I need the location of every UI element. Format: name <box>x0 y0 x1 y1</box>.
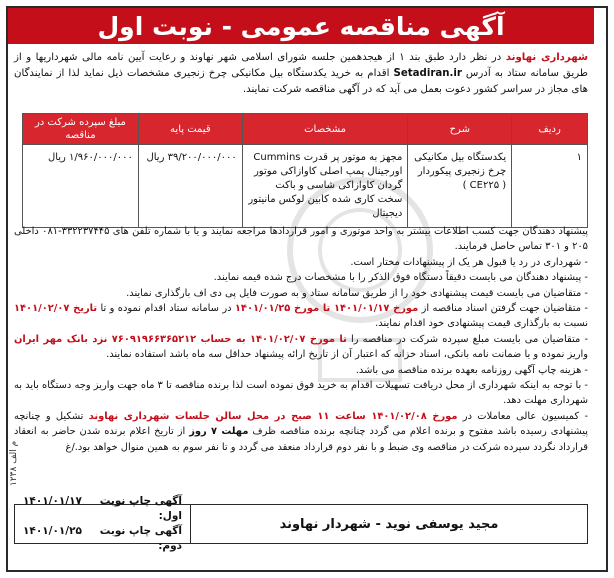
condition-commission: - کمیسیون عالی معاملات در مورخ ۱۴۰۱/۰۲/۰۸ ساعت ۱۱ صبح در محل سالن جلسات شهرداری نهاوند تشکیل و چنانچه پیشنهادی رسیده باشد مفتوح و برنده اعلام می گردد چنانچه برنده مناقصه ظرف مهلت ۷ روز از تاریخ اعلام برنده شدن حاضر به انعقاد قرارداد نگردد سپرده شرکت در مناقصه وی ضبط و با نفر دوم قرارداد منعقد می گردد و تا نفر سوم به همین منوال خواهد بود./غ <box>14 410 589 453</box>
publish-date-first <box>23 494 182 524</box>
header-deposit: مبلغ سپرده شرکت در مناقصه <box>23 114 139 145</box>
condition-deposit: - متقاضیان می بایست مبلغ سپرده شرکت در مناقصه را تا مورخ ۱۴۰۱/۰۲/۰۷ به حساب ۷۶۰۹۱۹۶۶۳۶۵۲۱۲ نزد بانک مهر ایران واریز نموده و یا ضمانت نامه بانکی، اسناد خزانه که اعتبار آن از تاریخ ارائه پیشنهاد حداقل سه ماه باشد استفاده نمایند. <box>14 333 589 361</box>
intro-paragraph <box>14 50 588 98</box>
cell-row-no: ۱ <box>512 145 588 228</box>
table-row <box>23 145 588 228</box>
publish-date-second <box>23 524 182 554</box>
header-base-price: قیمت پایه <box>138 114 242 145</box>
condition-upload: - متقاضیان می بایست قیمت پیشنهادی خود را از طریق سامانه ستاد و به صورت فایل پی دی اف بارگذاری نمایند. <box>126 287 588 299</box>
table-header-row <box>23 114 588 145</box>
cell-specs: مجهز به موتور پر قدرت Cummins اورجینال پمپ اصلی کاوازاکی موتور گردان کاوازاکی شاسی و باکت سخت کاری شده کابین لوکس مانیتور دیجیتال <box>242 145 408 228</box>
cell-deposit: ۱/۹۶۰/۰۰۰/۰۰۰ ریال <box>23 145 139 228</box>
condition-payment-delay: - با توجه به اینکه شهرداری از محل دریافت تسهیلات اقدام به خرید فوق نموده است لذا برنده مناقصه تا ۳ ماه جهت واریز وجه دستگاه باید به شهرداری مهلت دهد. <box>14 380 588 407</box>
header-specs: مشخصات <box>242 114 408 145</box>
date1-value: ۱۴۰۱/۰۱/۱۷ <box>23 495 82 507</box>
organization-name: شهرداری نهاوند <box>505 52 588 63</box>
date2-value: ۱۴۰۱/۰۱/۲۵ <box>23 525 82 537</box>
cell-base-price: ۳۹/۲۰۰/۰۰۰/۰۰۰ ریال <box>138 145 242 228</box>
footer <box>14 495 588 552</box>
intro-text-2: اقدام به خرید یکدستگاه بیل مکانیکی چرخ زنجیری مشخصات ذیل نماید لذا از نمایندگان های مجاز در سراسر کشور دعوت بعمل می آید که در آگهی مناقصه شرکت نمایند. <box>14 68 588 95</box>
publish-dates <box>15 495 191 552</box>
header-description: شرح <box>408 114 512 145</box>
condition-rejection: - شهرداری در رد یا قبول هر یک از پیشنهادات مختار است. <box>350 256 588 268</box>
date1-label: آگهی چاپ نوبت اول: <box>99 495 182 522</box>
date2-label: آگهی چاپ نوبت دوم: <box>99 525 182 552</box>
tender-table <box>22 113 588 228</box>
condition-contact: پیشنهاد دهندگان جهت کسب اطلاعات بیشتر به واحد موتوری و امور قراردادها مراجعه نمایند و یا با شماره تلفن های ۳۳۲۲۳۷۴۴۵-۰۸۱ داخلی ۲۰۵ و ۳۰۱ تماس حاصل فرمایند. <box>14 226 588 253</box>
notice-title: آگهی مناقصه عمومی - نوبت اول <box>8 8 594 44</box>
notice-code: م الف ۱۲۳۸ <box>9 440 19 486</box>
condition-documents: - متقاضیان جهت گرفتن اسناد مناقصه از مورخ ۱۴۰۱/۰۱/۱۷ تا مورخ ۱۴۰۱/۰۱/۲۵ در سامانه ستاد اقدام نموده و تا تاریخ ۱۴۰۱/۰۲/۰۷ نسبت به بارگذاری قیمت پیشنهادی خود اقدام نمایند. <box>14 303 588 330</box>
condition-ad-cost: - هزینه چاپ آگهی روزنامه بعهده برنده مناقصه می باشد. <box>355 364 588 376</box>
mayor-signature: مجید یوسفی نوید - شهردار نهاوند <box>279 516 499 532</box>
condition-specs: - پیشنهاد دهندگان می بایست دقیقاً دستگاه فوق الذکر را با مشخصات درج شده قیمه نمایند. <box>213 272 588 284</box>
cell-description: یکدستگاه بیل مکانیکی چرخ زنجیری پیکوردار ( CE۲۲۵ ) <box>408 145 512 228</box>
conditions-text <box>14 224 588 455</box>
header-row-no: ردیف <box>512 114 588 145</box>
intro-text-1: در نظر دارد طبق بند ۱ از هیجدهمین جلسه شورای اسلامی شهر نهاوند و رعایت آیین نامه مالی شهرداریها و از طریق سامانه ستاد به آدرس <box>14 52 588 79</box>
setad-site: Setadiran.ir <box>393 68 462 79</box>
